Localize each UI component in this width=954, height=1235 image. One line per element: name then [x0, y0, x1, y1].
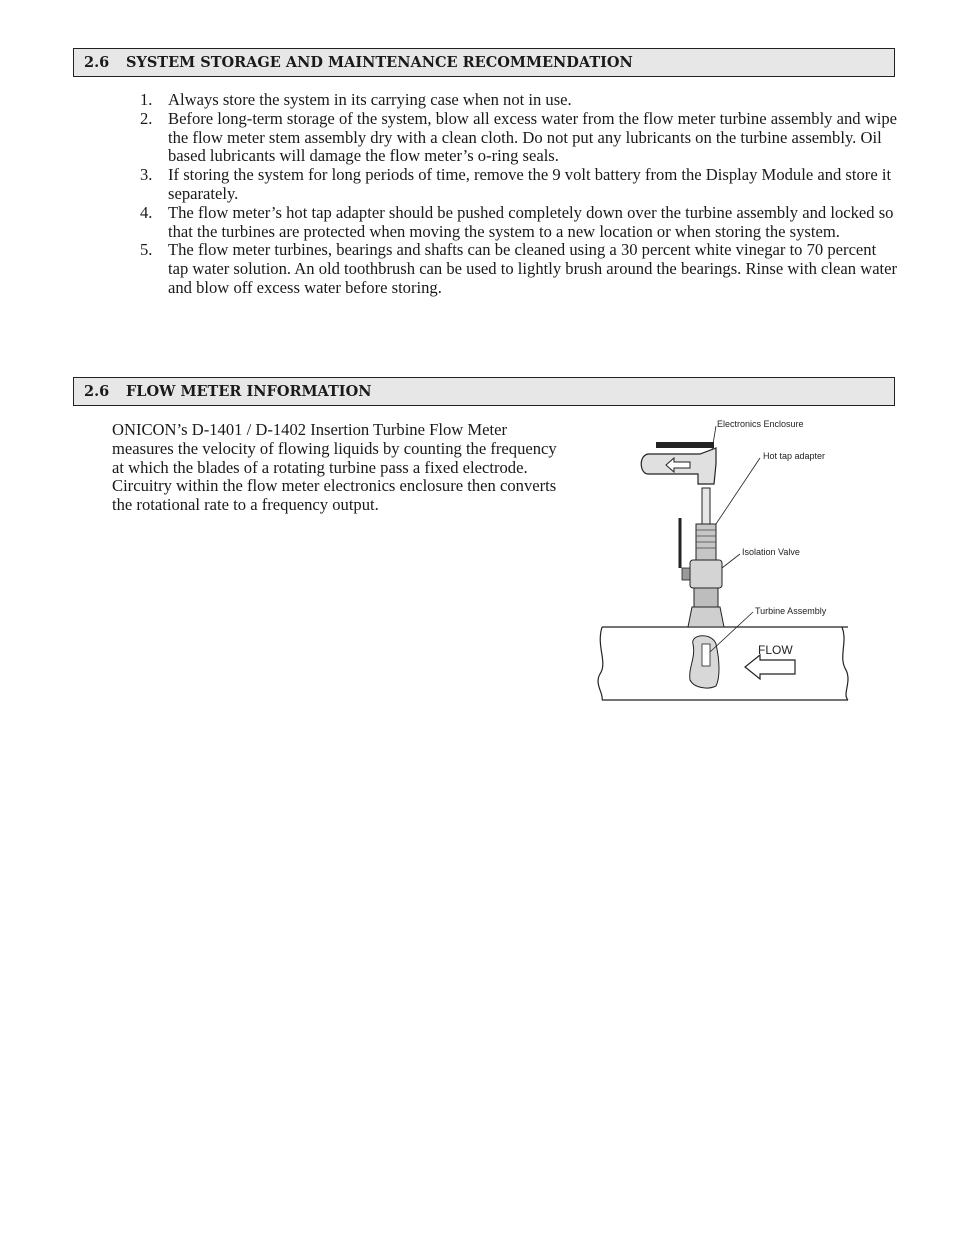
section-number: 2.6	[84, 383, 110, 400]
isolation-valve-body	[690, 560, 722, 588]
item-number: 3.	[140, 165, 153, 185]
item-number: 2.	[140, 108, 153, 128]
section-header-flow-meter	[73, 377, 895, 406]
pipe-saddle	[688, 607, 724, 627]
list-item	[140, 166, 900, 204]
item-text: Before long-term storage of the system, blow all excess water from the flow meter turbine assembly and wipe the flow meter stem assembly dry with a clean cloth. Do not put any lubricants on the turbine assembly. Oil based lubricants will damage the flow meter’s o-ring seals.	[168, 108, 897, 166]
turbine-element	[702, 644, 710, 666]
flow-meter-diagram	[590, 412, 858, 704]
item-number: 1.	[140, 90, 153, 109]
flow-meter-illustration	[590, 412, 858, 704]
list-item	[140, 110, 900, 166]
enclosure-top	[656, 442, 714, 448]
valve-stem	[682, 568, 690, 580]
flow-label: FLOW	[758, 643, 793, 657]
item-text: The flow meter’s hot tap adapter should be pushed completely down over the turbine assembly and locked so that the turbines are protected when moving the system to a new location or when storing the system.	[168, 202, 894, 241]
label-electronics-enclosure: Electronics Enclosure	[717, 419, 804, 429]
section-title: SYSTEM STORAGE AND MAINTENANCE RECOMMENDATION	[126, 54, 633, 71]
section-header-storage	[73, 48, 895, 77]
item-number: 5.	[140, 240, 153, 260]
flow-meter-description: ONICON’s D-1401 / D-1402 Insertion Turbine Flow Meter measures the velocity of flowing liquids by counting the frequency at which the blades of a rotating turbine pass a fixed electrode. Circuitry within the flow meter electronics enclosure then converts the rotational rate to a frequency output.	[112, 420, 557, 515]
meter-stem	[702, 488, 710, 524]
storage-steps-list	[140, 91, 900, 298]
list-item	[140, 204, 900, 242]
list-item	[140, 91, 900, 110]
item-number: 4.	[140, 202, 153, 222]
item-text: The flow meter turbines, bearings and shafts can be cleaned using a 30 percent white vinegar to 70 percent tap water solution. An old toothbrush can be used to lightly brush around the bearings. Rinse with clean water and blow off excess water before storing.	[168, 240, 898, 297]
turbine-assembly-nut	[694, 588, 718, 607]
item-text: Always store the system in its carrying case when not in use.	[168, 90, 572, 109]
section-number: 2.6	[84, 54, 110, 71]
list-item	[140, 241, 900, 297]
label-isolation-valve: Isolation Valve	[742, 547, 800, 557]
section-title: FLOW METER INFORMATION	[126, 383, 372, 400]
item-text: If storing the system for long periods of time, remove the 9 volt battery from the Display Module and store it separately.	[168, 165, 892, 203]
label-turbine-assembly: Turbine Assembly	[755, 606, 827, 616]
label-hot-tap-adapter: Hot tap adapter	[763, 451, 826, 461]
